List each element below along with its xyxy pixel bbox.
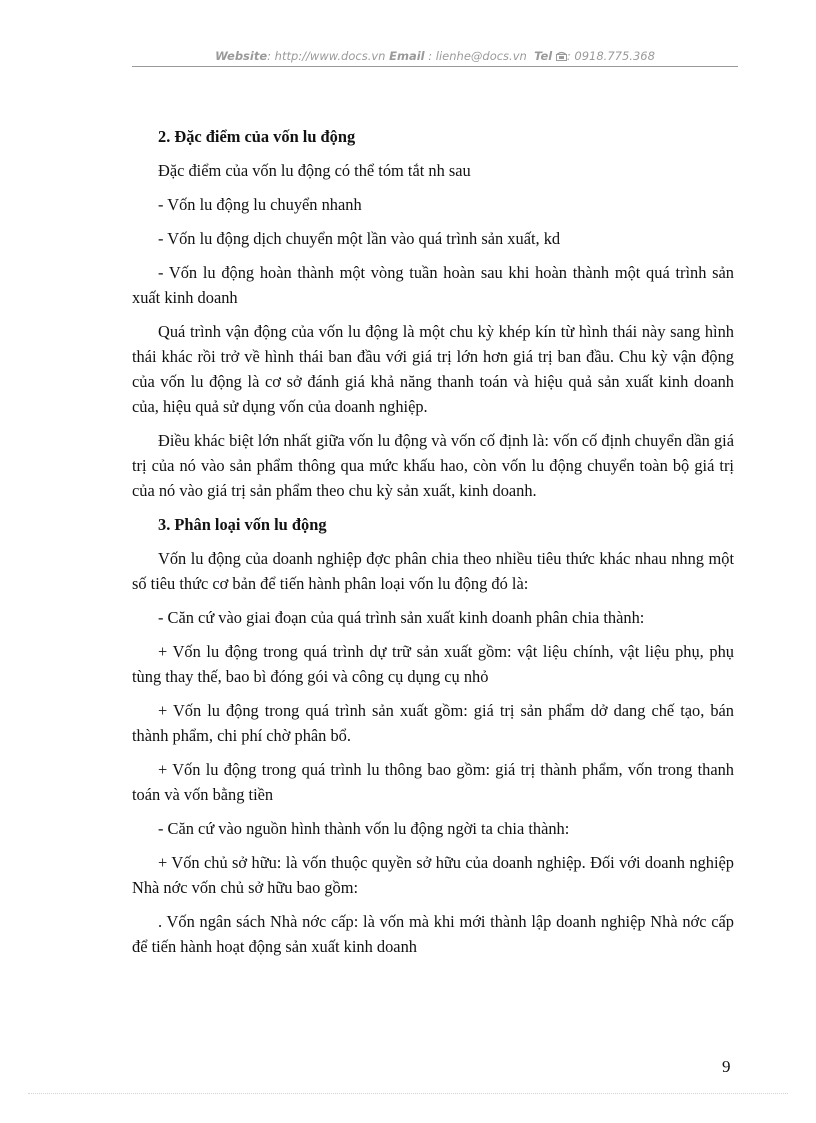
section-2-title: 2. Đặc điểm của vốn lu động — [158, 127, 356, 146]
paragraph: + Vốn lu động trong quá trình sản xuất gồm: giá trị sản phẩm dở dang chế tạo, bán thành phẩm, chi phí chờ phân bổ. — [132, 701, 734, 745]
website-value: : http://www.docs.vn — [267, 49, 386, 63]
paragraph: + Vốn lu động trong quá trình dự trữ sản xuất gồm: vật liệu chính, vật liệu phụ, phụ tùng thay thế, bao bì đóng gói và công cụ dụng cụ nhỏ — [132, 642, 734, 686]
page-header — [132, 49, 738, 63]
email-label: Email — [389, 49, 425, 63]
paragraph: Điều khác biệt lớn nhất giữa vốn lu động và vốn cố định là: vốn cố định chuyển dần giá trị của nó vào sản phẩm thông qua mức khấu hao, còn vốn lu động chuyển toàn bộ giá trị của nó vào giá trị sản phẩm theo chu kỳ sản xuất, kinh doanh. — [132, 431, 734, 500]
document-body — [132, 124, 734, 968]
website-label: Website — [215, 49, 268, 63]
tel-label: Tel — [534, 49, 553, 63]
paragraph: Vốn lu động của doanh nghiệp đợc phân chia theo nhiều tiêu thức khác nhau nhng một số tiêu thức cơ bản để tiến hành phân loại vốn lu động đó là: — [132, 549, 734, 593]
paragraph: - Căn cứ vào giai đoạn của quá trình sản xuất kinh doanh phân chia thành: — [158, 608, 645, 627]
paragraph: - Căn cứ vào nguồn hình thành vốn lu động ngời ta chia thành: — [158, 819, 570, 838]
paragraph: + Vốn chủ sở hữu: là vốn thuộc quyền sở hữu của doanh nghiệp. Đối với doanh nghiệp Nhà nớc vốn chủ sở hữu bao gồm: — [132, 853, 734, 897]
paragraph: - Vốn lu động dịch chuyển một lần vào quá trình sản xuất, kd — [158, 229, 561, 248]
paragraph: Quá trình vận động của vốn lu động là một chu kỳ khép kín từ hình thái này sang hình thái khác rồi trở về hình thái ban đầu với giá trị lớn hơn giá trị ban đầu. Chu kỳ vận động của vốn lu động là cơ sở đánh giá khả năng thanh toán và hiệu quả sản xuất kinh doanh của, hiệu quả sử dụng vốn của doanh nghiệp. — [132, 322, 734, 416]
paragraph: - Vốn lu động hoàn thành một vòng tuần hoàn sau khi hoàn thành một quá trình sản xuất kinh doanh — [132, 263, 734, 307]
footer-divider — [28, 1093, 788, 1094]
paragraph: + Vốn lu động trong quá trình lu thông bao gồm: giá trị thành phẩm, vốn trong thanh toán và vốn bằng tiền — [132, 760, 734, 804]
paragraph: - Vốn lu động lu chuyển nhanh — [158, 195, 362, 214]
email-value: : lienhe@docs.vn — [428, 49, 527, 63]
paragraph: Đặc điểm của vốn lu động có thể tóm tắt nh sau — [158, 161, 471, 180]
header-rule — [132, 66, 738, 67]
paragraph: . Vốn ngân sách Nhà nớc cấp: là vốn mà khi mới thành lập doanh nghiệp Nhà nớc cấp để tiến hành hoạt động sản xuất kinh doanh — [132, 912, 734, 956]
telephone-icon — [556, 51, 567, 61]
section-3-title: 3. Phân loại vốn lu động — [158, 515, 327, 534]
page-number: 9 — [722, 1057, 731, 1076]
tel-value: : 0918.775.368 — [566, 49, 655, 63]
